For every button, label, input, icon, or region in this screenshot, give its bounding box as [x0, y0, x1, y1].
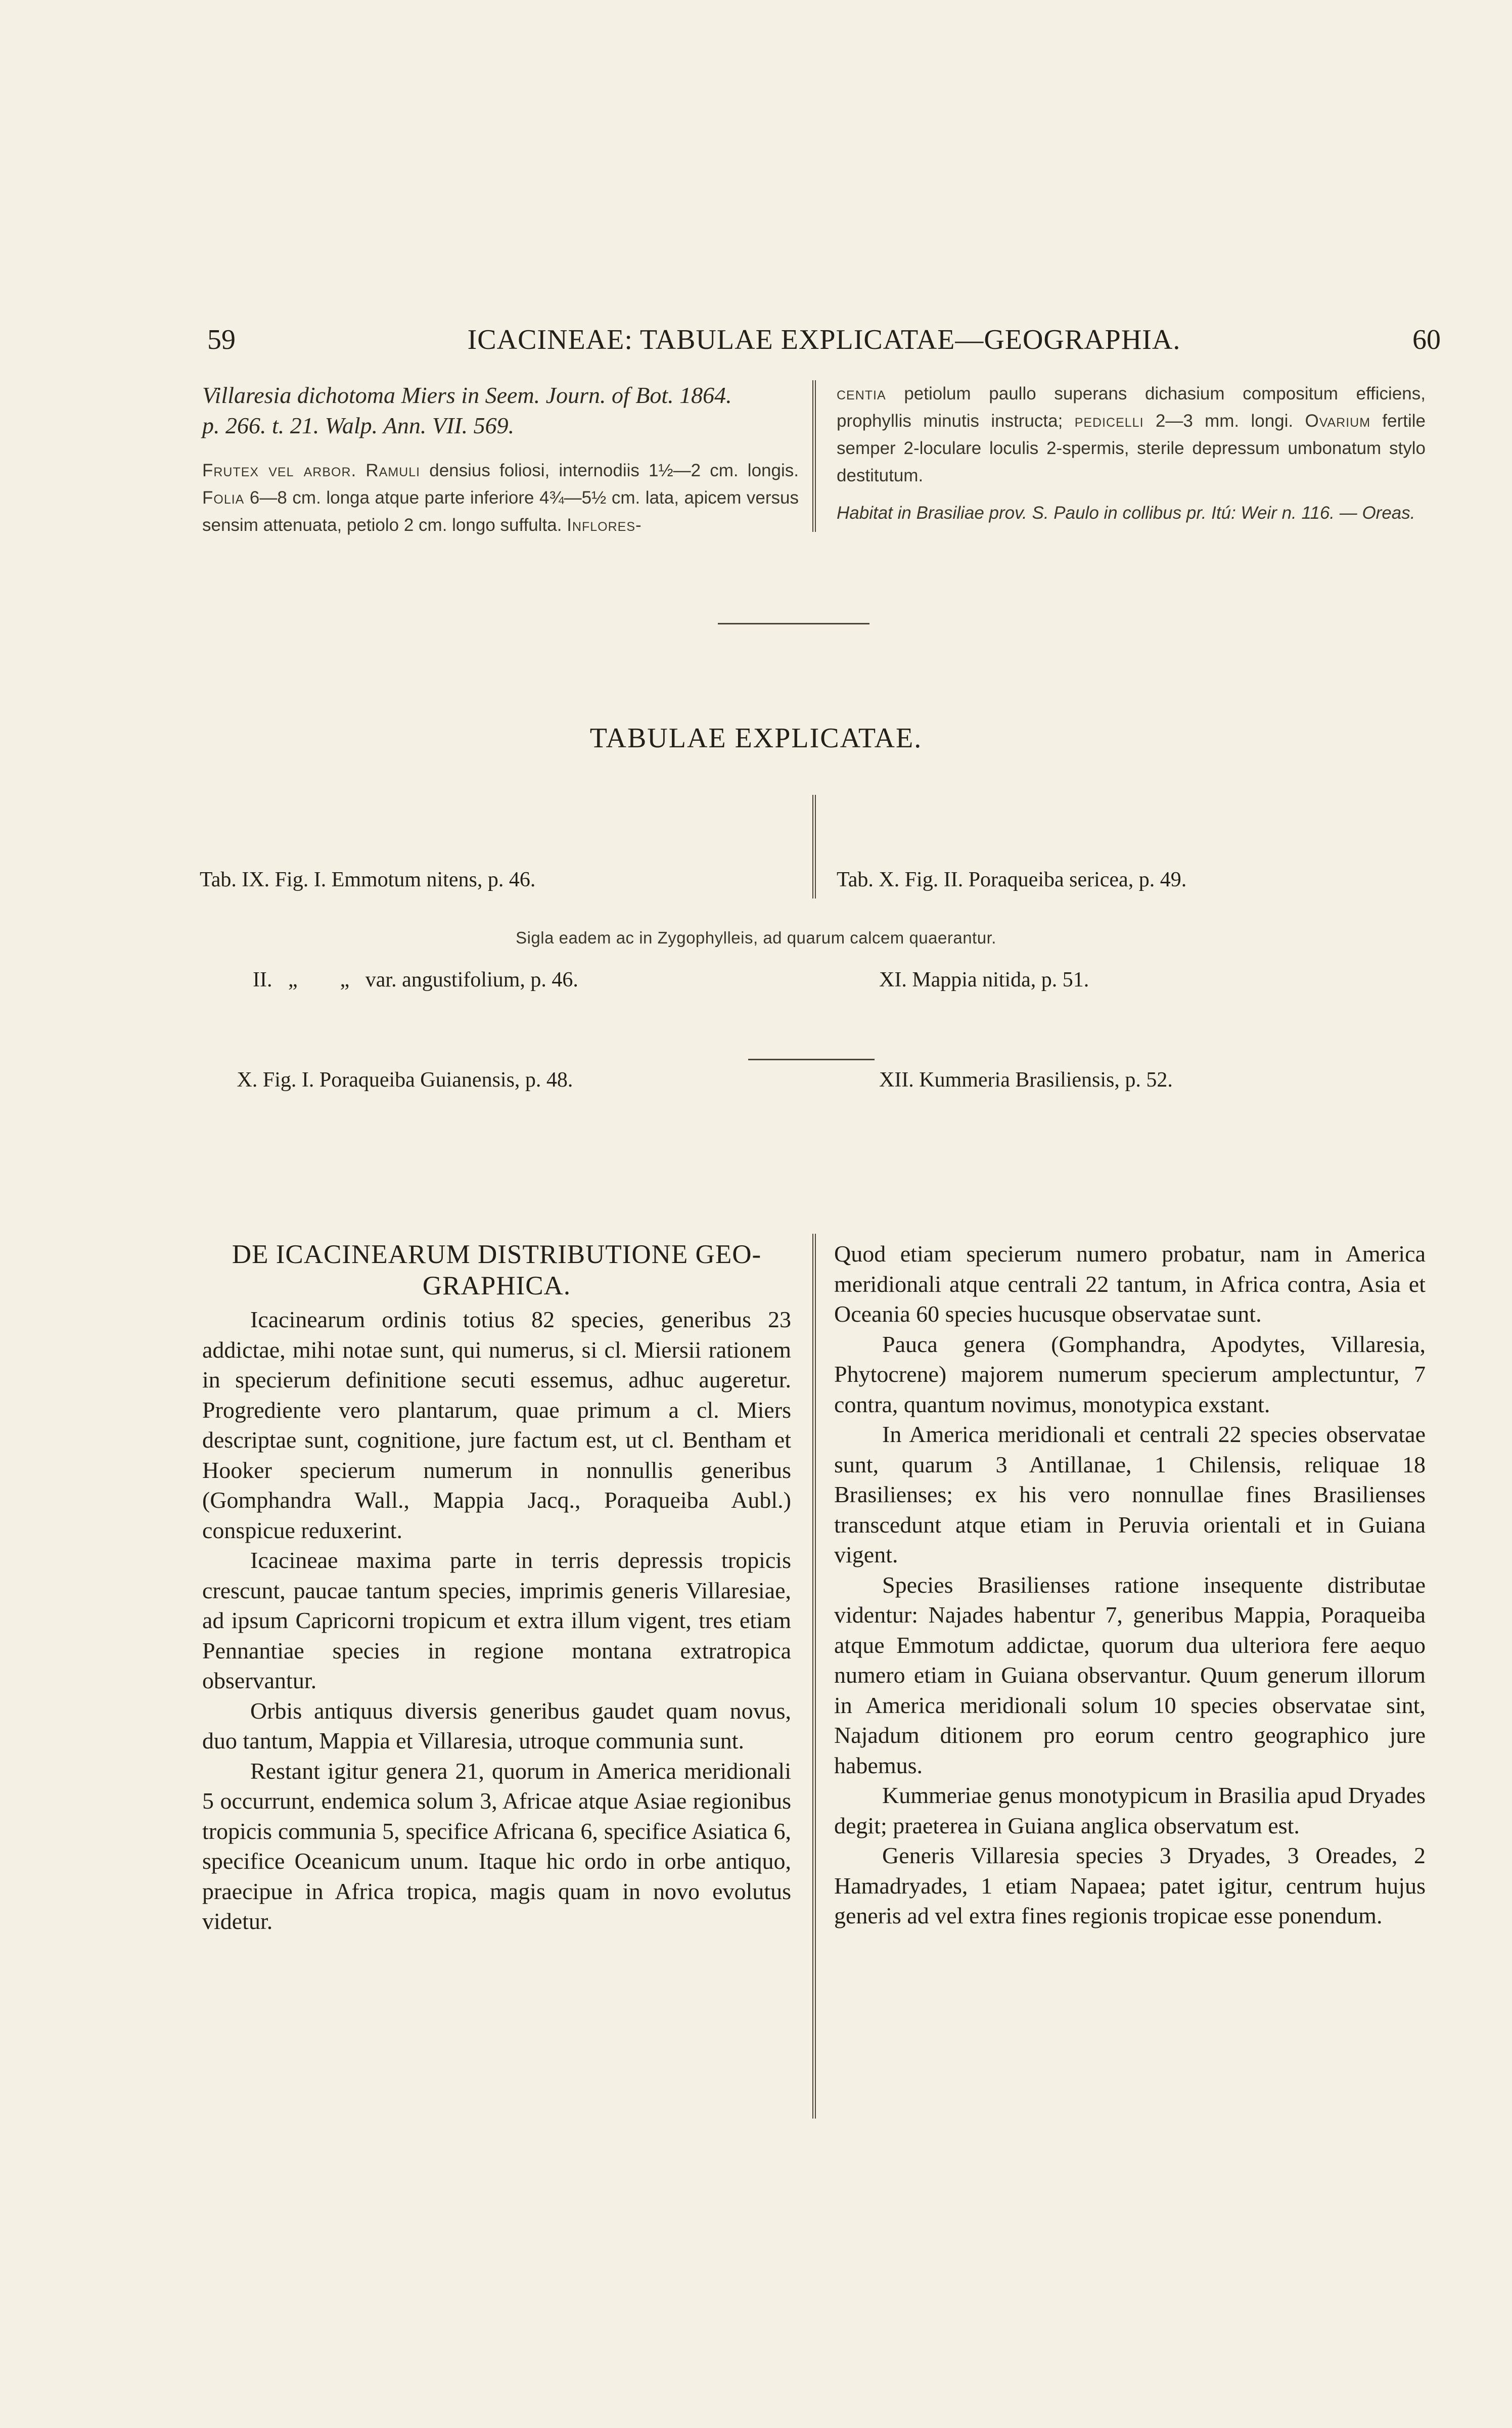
species-description	[202, 457, 799, 539]
inflorescentia-cont-label: centia	[837, 384, 886, 403]
inflorescentia-label: Inflores-	[567, 515, 642, 535]
pedicelli-text: 2—3 mm. longi.	[1155, 411, 1294, 431]
species-left-column	[202, 380, 799, 539]
species-description-cont	[837, 380, 1426, 489]
paragraph: Icacineae maxima parte in terris depressis tropicis crescunt, paucae tantum species, imprimis generis Villaresiae, ad ipsum Capricorni tropicum et extra illum vigent, tres etiam Pennantiae species in regione montana extratropica observantur.	[202, 1547, 791, 1693]
plate-entry: Tab. IX. Fig. I. Emmotum nitens, p. 46.	[200, 868, 536, 891]
paragraph: Species Brasilienses ratione insequente distributae videntur: Najades habentur 7, generibus Mappia, Poraqueiba atque Emmotum addictae, quorum dua ulteriora fere aequo numero etiam in Guiana observantur. Quum generum illorum in America meridionali solum 10 species observatae sint, Najadum ditionem pro eorum centro geographico jure habemus.	[834, 1571, 1426, 1778]
sigla-note: Sigla eadem ac in Zygophylleis, ad quarum calcem quaerantur.	[516, 928, 996, 947]
paragraph: In America meridionali et centrali 22 species observatae sunt, quarum 3 Antillanae, 1 Chilensis, reliquae 18 Brasilienses; ex his vero nonnullae fines Brasilienses transcedunt atque etiam in Peruvia orientali et in Guiana vigent.	[834, 1421, 1426, 1567]
paragraph: Generis Villaresia species 3 Dryades, 3 Oreades, 2 Hamadryades, 1 etiam Napaea; patet igitur, centrum hujus generis ad vel extra fines regionis tropicae esse ponendum.	[834, 1842, 1426, 1928]
paragraph: Orbis antiquus diversis generibus gaudet quam novus, duo tantum, Mappia et Villaresia, utroque communia sunt.	[202, 1697, 791, 1753]
column-divider-tabulae	[812, 795, 816, 898]
habitat-text: Habitat in Brasiliae prov. S. Paulo in collibus pr. Itú: Weir n. 116. — Oreas.	[837, 503, 1415, 523]
ramuli-label: Ramuli	[365, 461, 421, 480]
pedicelli-label: pedicelli	[1074, 411, 1144, 431]
paragraph: Kummeriae genus monotypicum in Brasilia apud Dryades degit; praeterea in Guiana anglica observatum est.	[834, 1782, 1426, 1838]
heading-line-2: GRAPHICA.	[422, 1271, 571, 1300]
column-divider-body	[812, 1234, 816, 2119]
plate-entry: XII. Kummeria Brasiliensis, p. 52.	[837, 1068, 1173, 1092]
ramuli-text: densius foliosi, internodiis 1½—2 cm. longis.	[429, 461, 799, 480]
paragraph: Pauca genera (Gomphandra, Apodytes, Villaresia, Phytocrene) majorem numerum specierum amplectuntur, 7 contra, quantum novimus, monotypica exstant.	[834, 1331, 1426, 1417]
paragraph: Icacinearum ordinis totius 82 species, generibus 23 addictae, mihi notae sunt, qui numerus, si cl. Miersii rationem in specierum definitione secuti essemus, adhuc augeretur. Progrediente vero plantarum, quae primum a cl. Miers descriptae sunt, cognitione, jure factum est, ut cl. Bentham et Hooker specierum numerum in nonnullis generibus (Gomphandra Wall., Mappia Jacq., Poraqueiba Aubl.) conspicue reduxerint.	[202, 1307, 791, 1543]
folia-label: Folia	[202, 488, 245, 508]
paragraph: Restant igitur genera 21, quorum in America meridionali 5 occurrunt, endemica solum 3, Africae atque Asiae regionibus tropicis communia 5, specifice Africana 6, specifice Asiatica 6, specifice Oceanicum unum. Itaque hic ordo in orbe antiquo, praecipue in Africa tropica, magis quam in novo evolutus videtur.	[202, 1758, 791, 1934]
section-heading	[202, 1239, 791, 1301]
heading-line-1: DE ICACINEARUM DISTRIBUTIONE GEO-	[232, 1240, 762, 1269]
page-number-left: 59	[207, 324, 236, 355]
geographia-left-column	[202, 1239, 791, 1937]
species-right-column	[837, 380, 1426, 527]
plate-entry: II. „ „ var. angustifolium, p. 46.	[200, 968, 578, 992]
running-title: ICACINEAE: TABULAE EXPLICATAE—GEOGRAPHIA.	[467, 324, 1181, 355]
plate-entry: XI. Mappia nitida, p. 51.	[837, 968, 1089, 992]
ovarium-label: Ovarium	[1305, 411, 1371, 431]
citation-line-1: Villaresia dichotoma Miers in Seem. Journ. of Bot. 1864.	[202, 382, 732, 408]
folia-text: 6—8 cm. longa atque parte inferiore 4¾—5½ cm. lata, apicem versus sensim attenuata, petiolo 2 cm. longo suffulta.	[202, 488, 799, 535]
species-citation	[202, 380, 799, 441]
page-number-right: 60	[1412, 324, 1441, 355]
running-header	[207, 324, 1441, 364]
separator-rule-1	[718, 623, 869, 624]
citation-line-2: p. 266. t. 21. Walp. Ann. VII. 569.	[202, 413, 515, 438]
tabulae-right-list	[837, 796, 1186, 1163]
tabulae-title: TABULAE EXPLICATAE.	[589, 723, 923, 754]
frutex-label: Frutex vel arbor.	[202, 461, 357, 480]
plate-entry: X. Fig. I. Poraqueiba Guianensis, p. 48.	[200, 1068, 573, 1092]
separator-rule-2	[748, 1059, 875, 1060]
geographia-right-column	[834, 1239, 1426, 1931]
inflorescentia-text: petiolum paullo superans dichasium compositum efficiens, prophyllis minutis instructa;	[837, 384, 1426, 431]
plate-entry: Tab. X. Fig. II. Poraqueiba sericea, p. 49.	[837, 868, 1187, 891]
tabulae-left-list	[200, 796, 578, 1163]
paragraph: Quod etiam specierum numero probatur, nam in America meridionali atque centrali 22 tantum, in Africa contra, Asia et Oceania 60 species hucusque observatae sunt.	[834, 1241, 1426, 1327]
column-divider-top	[812, 380, 816, 532]
ovarium-text: fertile semper 2-loculare loculis 2-spermis, sterile depressum umbonatum stylo destitutum.	[837, 411, 1426, 485]
